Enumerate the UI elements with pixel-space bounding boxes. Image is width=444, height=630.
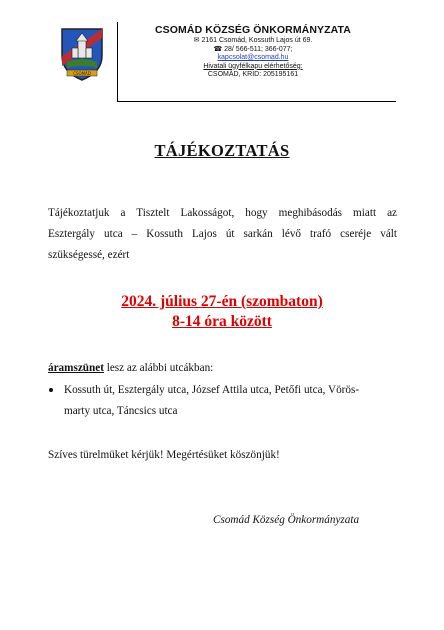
- address-line: ✉ 2161 Csomád, Kossuth Lajos út 69.: [193, 37, 313, 44]
- letterhead-text: [118, 24, 388, 80]
- email-link[interactable]: kapcsolat@csomad.hu: [217, 54, 289, 62]
- document-title: TÁJÉKOZTATÁS: [154, 141, 290, 160]
- municipality-title: CSOMÁD KÖZSÉG ÖNKORMÁNYZATA: [155, 24, 351, 36]
- header-divider-horizontal: [118, 101, 396, 102]
- bullet-icon: [49, 388, 53, 392]
- outage-statement: [48, 360, 397, 376]
- closing-sentence: Szíves türelmüket kérjük! Megértésüket köszönjük!: [48, 449, 280, 461]
- outage-rest: lesz az alábbi utcákban:: [103, 362, 214, 374]
- phone-line: ☎ 28/ 566-511; 366-077;: [213, 45, 293, 53]
- signature: Csomád Község Önkormányzata: [213, 514, 360, 526]
- outage-time: 8-14 óra között: [172, 313, 272, 330]
- street-list-line: Kossuth út, Esztergály utca, József Attila utca, Petőfi utca, Vörös-: [64, 384, 360, 396]
- intro-line: szükségessé, ezért: [48, 249, 130, 261]
- intro-paragraph: [48, 203, 397, 266]
- street-list: [64, 380, 398, 422]
- letterhead: [0, 0, 444, 103]
- crest-banner: CSOMÁD: [73, 70, 91, 76]
- street-list-line: marty utca, Táncsics utca: [64, 405, 178, 417]
- krid-line: CSOMÁD, KRID: 205195161: [207, 71, 299, 79]
- outage-keyword: áramszünet: [48, 362, 104, 374]
- outage-date: 2024. július 27-én (szombaton): [121, 293, 323, 310]
- outage-date-block: [0, 292, 444, 332]
- portal-label: Hivatali ügyfélkapu elérhetőség:: [203, 62, 303, 70]
- intro-line: Tájékoztatjuk a Tisztelt Lakosságot, hogy meghibásodás miatt az: [48, 207, 397, 219]
- coat-of-arms-icon: [59, 26, 105, 82]
- intro-line: Esztergály utca – Kossuth Lajos út sarkán lévő trafó cseréje vált: [48, 228, 397, 240]
